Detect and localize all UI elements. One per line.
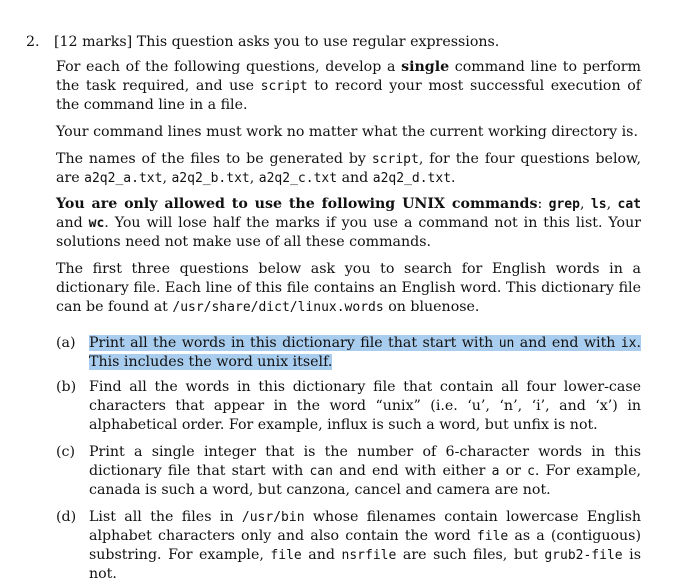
- code-command: grep: [548, 197, 580, 212]
- text-span: and: [56, 215, 89, 231]
- text-span: on bluenose.: [383, 299, 480, 315]
- text-span: Print a single integer that is the number of 6-character words in this dictionary file that start with: [89, 444, 641, 479]
- text-span: . For example, canada is such a word, but canzona, cancel and camera are not.: [89, 463, 641, 498]
- code-path: /usr/share/dict/linux.words: [172, 300, 384, 315]
- list-item-b: [56, 378, 641, 435]
- code-path: /usr/bin: [241, 510, 305, 525]
- paragraph-file-names: [56, 150, 641, 188]
- code-script: script: [260, 79, 308, 94]
- text-span: ,: [249, 170, 259, 186]
- item-label: (b): [56, 379, 77, 395]
- text-span: is not.: [89, 547, 641, 582]
- code-inline: nsrfile: [341, 548, 397, 563]
- paragraph-instructions: [56, 58, 641, 115]
- code-inline: a: [491, 464, 500, 479]
- text-span: as a (contiguous) substring. For example,: [89, 528, 641, 563]
- list-item-d: [56, 508, 641, 584]
- text-span: whose filenames contain lowercase English alphabet characters only and also contain the word: [89, 509, 641, 544]
- text-span: and end with either: [332, 463, 492, 479]
- text-span: command line to perform the task required, and use: [56, 59, 641, 94]
- code-command: cat: [617, 197, 641, 212]
- text-span: For each of the following questions, develop a: [56, 59, 402, 75]
- text-span: List all the files in: [89, 509, 242, 525]
- text-span: The names of the files to be generated by: [56, 151, 372, 167]
- code-command: ls: [590, 197, 607, 212]
- text-span: to record your most successful execution of the command line in a file.: [56, 78, 641, 113]
- code-filename: a2q2_b.txt: [171, 171, 250, 186]
- text-span: The first three questions below ask you to search for English words in a dictionary file. Each line of this file contains an English word. This dictionary file can be found at: [56, 261, 641, 315]
- paragraph-dictionary: [56, 260, 641, 317]
- code-inline: file: [476, 529, 509, 544]
- paragraph-working-directory: [56, 123, 641, 142]
- text-span: . You will lose half the marks if you use a command not in this list. Your solutions need not make use of all these commands.: [56, 215, 641, 250]
- text-span: Print all the words in this dictionary file that start with: [89, 335, 499, 351]
- question-number: 2.: [26, 34, 40, 50]
- text-span: ,: [579, 196, 591, 212]
- item-text: Find all the words in this dictionary file that contain all four lower-case characters that appear in the word “unix” (i.e. ‘u’, ‘n’, ‘i’, and ‘x’) in alphabetical order. For example, influx is such a word, but unfix is not.: [89, 379, 641, 433]
- text-span: and end with: [514, 335, 621, 351]
- item-label: (d): [56, 509, 77, 525]
- code-filename: a2q2_d.txt: [372, 171, 452, 186]
- emphasis-allowed: You are only allowed to use the following UNIX commands: [56, 196, 538, 212]
- code-inline: file: [270, 548, 302, 563]
- code-filename: a2q2_a.txt: [84, 171, 163, 186]
- code-inline: can: [309, 464, 333, 479]
- text-span: and: [337, 170, 373, 186]
- text-span: ,: [162, 170, 172, 186]
- text-span: or: [499, 463, 528, 479]
- code-script: script: [371, 152, 419, 167]
- code-inline: un: [498, 336, 515, 351]
- item-text: [89, 508, 641, 584]
- question-intro: This question asks you to use regular expressions.: [136, 34, 500, 50]
- item-text: [89, 334, 641, 372]
- text-span: . This includes the word unix itself.: [89, 335, 641, 370]
- list-item-c: [56, 443, 641, 500]
- code-inline: grub2-file: [544, 548, 623, 563]
- text-span: Your command lines must work no matter what the current working directory is.: [56, 124, 638, 140]
- item-label: (a): [56, 335, 76, 351]
- text-span: are such files, but: [396, 547, 545, 563]
- item-label: (c): [56, 444, 76, 460]
- text-span: .: [451, 170, 456, 186]
- list-item-a: [56, 334, 641, 372]
- question-marks: [12 marks]: [54, 34, 133, 50]
- text-span: ,: [606, 196, 618, 212]
- item-text: [89, 443, 641, 500]
- code-inline: c: [527, 464, 535, 479]
- paragraph-allowed-commands: [56, 195, 641, 252]
- question-header: [26, 33, 666, 52]
- code-inline: ix: [620, 336, 637, 351]
- code-filename: a2q2_c.txt: [258, 171, 338, 186]
- emphasis-single: single: [401, 59, 450, 75]
- code-command: wc: [88, 216, 105, 231]
- text-span: , for the four questions below, are: [56, 151, 642, 186]
- text-span: and: [301, 547, 342, 563]
- highlighted-text[interactable]: [89, 335, 641, 370]
- text-span: :: [537, 196, 549, 212]
